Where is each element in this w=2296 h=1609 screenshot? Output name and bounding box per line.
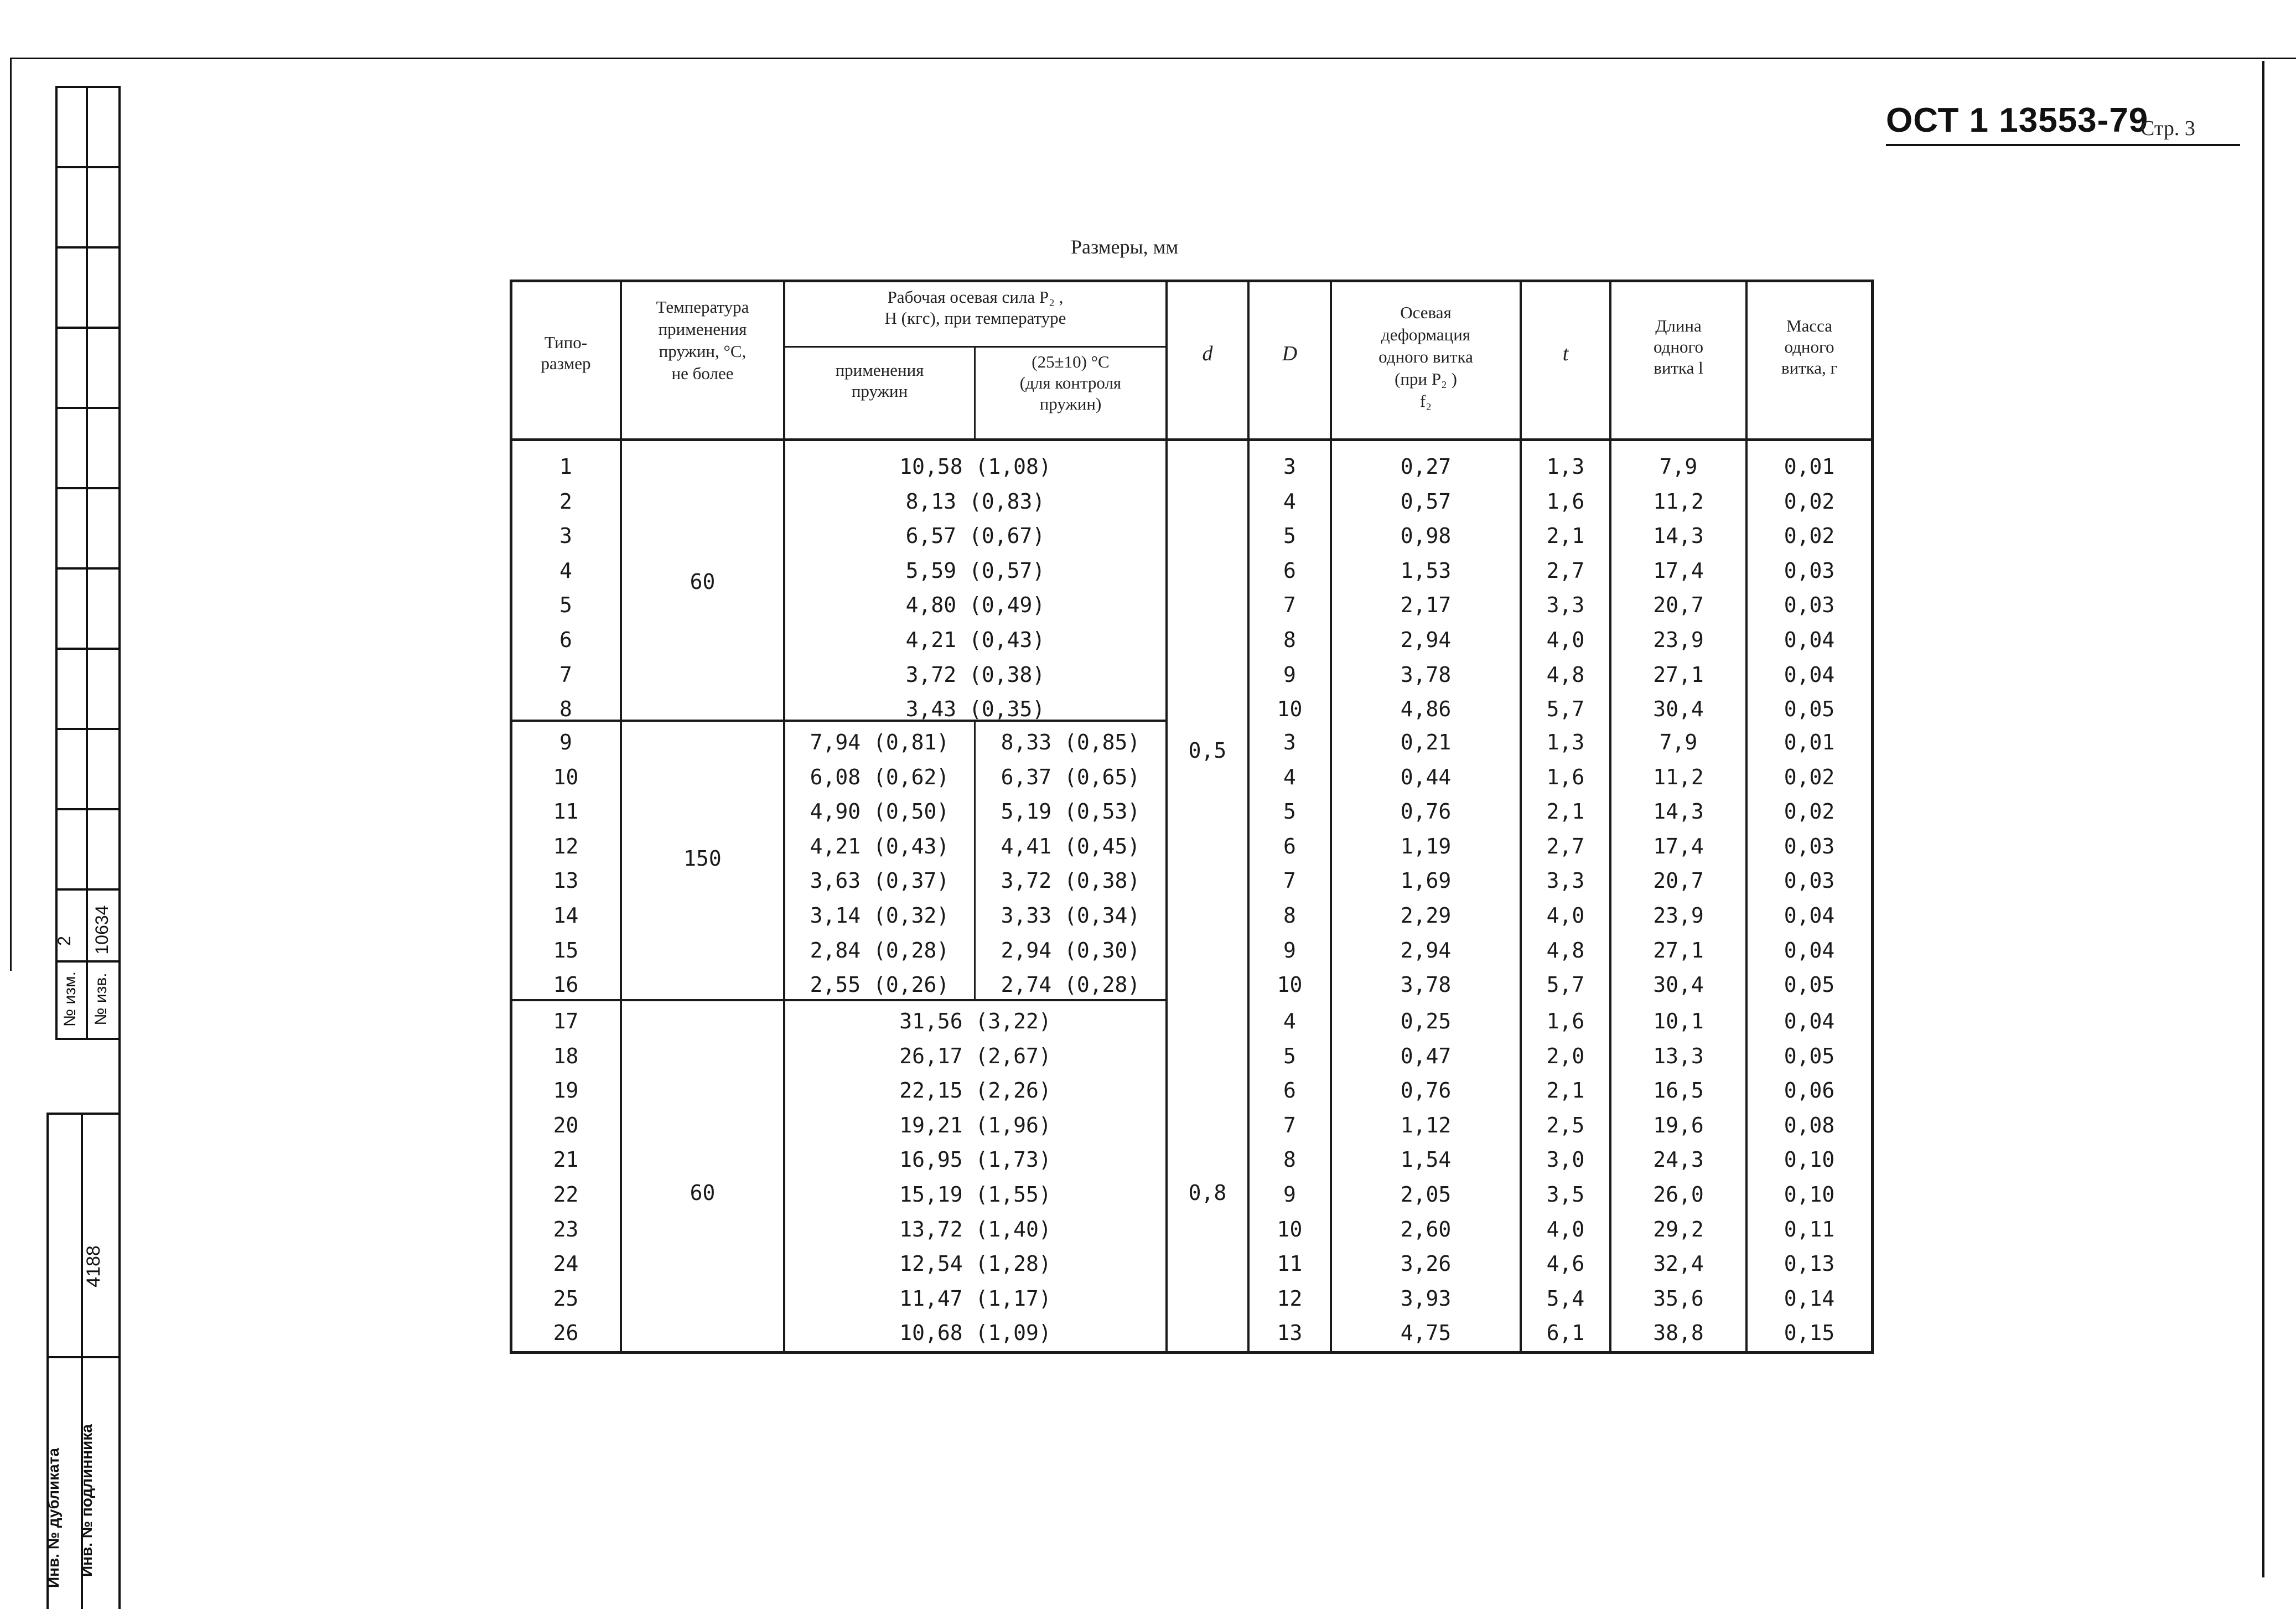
- cell-force: 12,54 (1,28): [899, 1251, 1051, 1276]
- cell-force: 22,15 (2,26): [899, 1078, 1051, 1103]
- cell-type-size: 9: [559, 730, 572, 754]
- cell-t: 2,1: [1546, 1078, 1585, 1103]
- cell-length: 30,4: [1653, 697, 1704, 722]
- col-force-group: Рабочая осевая сила P₂ , Н (кгс), при температуре: [884, 287, 1066, 328]
- cell-length: 27,1: [1653, 938, 1704, 963]
- cell-D: 6: [1283, 558, 1296, 583]
- cell-mass: 0,08: [1784, 1113, 1835, 1137]
- cell-deformation: 0,57: [1400, 489, 1452, 514]
- change-number-label: № изм.: [61, 971, 79, 1027]
- cell-mass: 0,05: [1784, 972, 1835, 997]
- cell-D: 4: [1283, 1009, 1296, 1033]
- cell-t: 1,6: [1546, 489, 1585, 514]
- col-deformation: Осевая деформация одного витка (при P₂ ) f₂: [1378, 303, 1473, 411]
- cell-length: 17,4: [1653, 834, 1704, 858]
- cell-type-size: 17: [553, 1009, 579, 1033]
- cell-mass: 0,02: [1784, 524, 1835, 549]
- cell-type-size: 11: [553, 799, 579, 824]
- cell-D: 3: [1283, 454, 1296, 479]
- cell-length: 24,3: [1653, 1147, 1704, 1172]
- cell-length: 13,3: [1653, 1043, 1704, 1068]
- cell-force-application: 4,21 (0,43): [810, 834, 950, 858]
- cell-D: 9: [1283, 938, 1296, 963]
- page-label: Стр. 3: [2140, 117, 2195, 140]
- cell-type-size: 18: [553, 1043, 579, 1068]
- cell-length: 7,9: [1659, 454, 1698, 479]
- cell-force: 8,13 (0,83): [905, 489, 1045, 514]
- cell-force-control: 2,94 (0,30): [1001, 938, 1141, 963]
- cell-force-application: 4,90 (0,50): [810, 799, 950, 824]
- cell-force: 19,21 (1,96): [899, 1113, 1051, 1137]
- col-length: Длина одного витка l: [1654, 316, 1703, 377]
- cell-deformation: 0,76: [1400, 1078, 1452, 1103]
- cell-deformation: 1,53: [1400, 558, 1452, 583]
- cell-force: 13,72 (1,40): [899, 1217, 1051, 1241]
- cell-t: 4,0: [1546, 903, 1585, 928]
- cell-t: 5,7: [1546, 697, 1585, 722]
- cell-D: 10: [1277, 1217, 1303, 1241]
- cell-t: 1,3: [1546, 454, 1585, 479]
- cell-force: 4,21 (0,43): [905, 628, 1045, 652]
- cell-mass: 0,03: [1784, 834, 1835, 858]
- cell-type-size: 1: [559, 454, 572, 479]
- cell-type-size: 10: [553, 764, 579, 789]
- temperature-group-3: 60: [690, 1181, 716, 1205]
- cell-force: 10,58 (1,08): [899, 454, 1051, 479]
- cell-t: 4,8: [1546, 662, 1585, 687]
- cell-mass: 0,04: [1784, 1009, 1835, 1033]
- cell-deformation: 3,78: [1400, 662, 1452, 687]
- document-number: ОСТ 1 13553-79: [1886, 101, 2149, 139]
- cell-D: 10: [1277, 697, 1303, 722]
- cell-force: 10,68 (1,09): [899, 1321, 1051, 1346]
- cell-D: 5: [1283, 799, 1296, 824]
- cell-deformation: 1,54: [1400, 1147, 1452, 1172]
- cell-mass: 0,04: [1784, 903, 1835, 928]
- cell-length: 17,4: [1653, 558, 1704, 583]
- cell-type-size: 4: [559, 558, 572, 583]
- cell-length: 11,2: [1653, 764, 1704, 789]
- cell-mass: 0,10: [1784, 1182, 1835, 1207]
- cell-D: 7: [1283, 1113, 1296, 1137]
- col-t: t: [1562, 342, 1569, 365]
- cell-force-application: 2,84 (0,28): [810, 938, 950, 963]
- table-caption: Размеры, мм: [1071, 236, 1179, 258]
- cell-force: 11,47 (1,17): [899, 1286, 1051, 1311]
- cell-D: 8: [1283, 1147, 1296, 1172]
- cell-deformation: 0,76: [1400, 799, 1452, 824]
- cell-t: 2,5: [1546, 1113, 1585, 1137]
- cell-length: 27,1: [1653, 662, 1704, 687]
- cell-mass: 0,03: [1784, 593, 1835, 618]
- cell-mass: 0,02: [1784, 489, 1835, 514]
- cell-type-size: 3: [559, 524, 572, 549]
- cell-deformation: 1,19: [1400, 834, 1452, 858]
- cell-length: 32,4: [1653, 1251, 1704, 1276]
- cell-force-application: 3,63 (0,37): [810, 868, 950, 893]
- cell-type-size: 20: [553, 1113, 579, 1137]
- cell-length: 16,5: [1653, 1078, 1704, 1103]
- cell-mass: 0,05: [1784, 697, 1835, 722]
- cell-D: 8: [1283, 903, 1296, 928]
- cell-deformation: 0,25: [1400, 1009, 1452, 1033]
- cell-mass: 0,13: [1784, 1251, 1835, 1276]
- cell-t: 3,3: [1546, 593, 1585, 618]
- cell-type-size: 15: [553, 938, 579, 963]
- cell-length: 19,6: [1653, 1113, 1704, 1137]
- cell-force: 15,19 (1,55): [899, 1182, 1051, 1207]
- cell-type-size: 23: [553, 1217, 579, 1241]
- cell-D: 5: [1283, 524, 1296, 549]
- cell-force-control: 3,33 (0,34): [1001, 903, 1141, 928]
- cell-deformation: 0,47: [1400, 1043, 1452, 1068]
- cell-type-size: 5: [559, 593, 572, 618]
- cell-deformation: 3,26: [1400, 1251, 1452, 1276]
- col-force-application: применения пружин: [835, 360, 924, 401]
- cell-length: 26,0: [1653, 1182, 1704, 1207]
- cell-t: 3,5: [1546, 1182, 1585, 1207]
- cell-mass: 0,10: [1784, 1147, 1835, 1172]
- cell-deformation: 0,98: [1400, 524, 1452, 549]
- cell-type-size: 24: [553, 1251, 579, 1276]
- cell-deformation: 2,94: [1400, 628, 1452, 652]
- cell-t: 5,4: [1546, 1286, 1585, 1311]
- cell-t: 3,0: [1546, 1147, 1585, 1172]
- col-mass: Масса одного витка, г: [1781, 316, 1838, 377]
- cell-t: 4,8: [1546, 938, 1585, 963]
- temperature-group-2: 150: [683, 846, 722, 871]
- cell-D: 7: [1283, 593, 1296, 618]
- col-type-size: Типо- размер: [541, 333, 591, 373]
- cell-mass: 0,04: [1784, 662, 1835, 687]
- cell-D: 5: [1283, 1043, 1296, 1068]
- cell-t: 2,7: [1546, 834, 1585, 858]
- cell-length: 11,2: [1653, 489, 1704, 514]
- cell-deformation: 4,75: [1400, 1321, 1452, 1346]
- cell-type-size: 8: [559, 697, 572, 722]
- cell-force-control: 5,19 (0,53): [1001, 799, 1141, 824]
- cell-length: 14,3: [1653, 524, 1704, 549]
- cell-force-application: 2,55 (0,26): [810, 972, 950, 997]
- cell-mass: 0,15: [1784, 1321, 1835, 1346]
- cell-t: 4,0: [1546, 628, 1585, 652]
- cell-t: 1,6: [1546, 1009, 1585, 1033]
- cell-mass: 0,11: [1784, 1217, 1835, 1241]
- cell-length: 38,8: [1653, 1321, 1704, 1346]
- cell-length: 20,7: [1653, 593, 1704, 618]
- cell-deformation: 2,60: [1400, 1217, 1452, 1241]
- cell-deformation: 4,86: [1400, 697, 1452, 722]
- cell-mass: 0,02: [1784, 764, 1835, 789]
- notice-number-label: № изв.: [92, 972, 110, 1026]
- cell-mass: 0,04: [1784, 938, 1835, 963]
- cell-length: 29,2: [1653, 1217, 1704, 1241]
- cell-deformation: 1,12: [1400, 1113, 1452, 1137]
- cell-force-application: 6,08 (0,62): [810, 764, 950, 789]
- cell-deformation: 2,05: [1400, 1182, 1452, 1207]
- cell-type-size: 7: [559, 662, 572, 687]
- cell-mass: 0,05: [1784, 1043, 1835, 1068]
- cell-t: 1,3: [1546, 730, 1585, 754]
- cell-D: 9: [1283, 1182, 1296, 1207]
- cell-D: 10: [1277, 972, 1303, 997]
- cell-force-control: 2,74 (0,28): [1001, 972, 1141, 997]
- cell-force-control: 3,72 (0,38): [1001, 868, 1141, 893]
- cell-D: 6: [1283, 1078, 1296, 1103]
- cell-length: 30,4: [1653, 972, 1704, 997]
- cell-force: 3,43 (0,35): [905, 697, 1045, 722]
- cell-D: 13: [1277, 1321, 1303, 1346]
- cell-force: 16,95 (1,73): [899, 1147, 1051, 1172]
- cell-deformation: 1,69: [1400, 868, 1452, 893]
- cell-mass: 0,04: [1784, 628, 1835, 652]
- cell-force: 4,80 (0,49): [905, 593, 1045, 618]
- cell-t: 3,3: [1546, 868, 1585, 893]
- cell-t: 2,7: [1546, 558, 1585, 583]
- cell-force: 31,56 (3,22): [899, 1009, 1051, 1033]
- cell-length: 23,9: [1653, 903, 1704, 928]
- cell-deformation: 2,94: [1400, 938, 1452, 963]
- cell-mass: 0,01: [1784, 730, 1835, 754]
- cell-force-application: 3,14 (0,32): [810, 903, 950, 928]
- cell-type-size: 2: [559, 489, 572, 514]
- cell-length: 20,7: [1653, 868, 1704, 893]
- cell-mass: 0,03: [1784, 868, 1835, 893]
- cell-t: 5,7: [1546, 972, 1585, 997]
- cell-force: 26,17 (2,67): [899, 1043, 1051, 1068]
- cell-t: 2,0: [1546, 1043, 1585, 1068]
- cell-D: 11: [1277, 1251, 1303, 1276]
- cell-force-control: 8,33 (0,85): [1001, 730, 1141, 754]
- cell-D: 9: [1283, 662, 1296, 687]
- cell-length: 7,9: [1659, 730, 1698, 754]
- cell-t: 2,1: [1546, 799, 1585, 824]
- cell-mass: 0,06: [1784, 1078, 1835, 1103]
- cell-length: 35,6: [1653, 1286, 1704, 1311]
- cell-D: 4: [1283, 489, 1296, 514]
- cell-deformation: 3,93: [1400, 1286, 1452, 1311]
- cell-length: 23,9: [1653, 628, 1704, 652]
- temperature-group-1: 60: [690, 570, 716, 594]
- cell-mass: 0,14: [1784, 1286, 1835, 1311]
- cell-length: 10,1: [1653, 1009, 1704, 1033]
- cell-deformation: 3,78: [1400, 972, 1452, 997]
- cell-t: 2,1: [1546, 524, 1585, 549]
- inv-original-value: 4188: [83, 1245, 104, 1287]
- cell-force: 3,72 (0,38): [905, 662, 1045, 687]
- cell-force: 6,57 (0,67): [905, 524, 1045, 549]
- cell-force-control: 6,37 (0,65): [1001, 764, 1141, 789]
- cell-type-size: 16: [553, 972, 579, 997]
- wire-diameter-2: 0,8: [1188, 1181, 1227, 1205]
- cell-type-size: 13: [553, 868, 579, 893]
- cell-deformation: 0,21: [1400, 730, 1452, 754]
- cell-type-size: 22: [553, 1182, 579, 1207]
- cell-force: 5,59 (0,57): [905, 558, 1045, 583]
- cell-force-control: 4,41 (0,45): [1001, 834, 1141, 858]
- cell-type-size: 14: [553, 903, 579, 928]
- cell-D: 4: [1283, 764, 1296, 789]
- cell-t: 1,6: [1546, 764, 1585, 789]
- inv-duplicate-label: Инв. № дубликата: [45, 1448, 62, 1588]
- cell-D: 8: [1283, 628, 1296, 652]
- cell-mass: 0,02: [1784, 799, 1835, 824]
- cell-force-application: 7,94 (0,81): [810, 730, 950, 754]
- header-underline: [1886, 144, 2240, 146]
- col-temperature: Температура применения пружин, °C, не более: [656, 297, 749, 383]
- cell-deformation: 2,29: [1400, 903, 1452, 928]
- cell-mass: 0,03: [1784, 558, 1835, 583]
- cell-deformation: 0,44: [1400, 764, 1452, 789]
- wire-diameter-1: 0,5: [1188, 738, 1227, 763]
- cell-t: 4,0: [1546, 1217, 1585, 1241]
- notice-number-value: 10634: [92, 905, 112, 955]
- col-D: D: [1282, 342, 1298, 365]
- cell-D: 3: [1283, 730, 1296, 754]
- cell-type-size: 12: [553, 834, 579, 858]
- cell-t: 6,1: [1546, 1321, 1585, 1346]
- cell-D: 12: [1277, 1286, 1303, 1311]
- change-number-value: 2: [54, 936, 74, 946]
- cell-t: 4,6: [1546, 1251, 1585, 1276]
- cell-length: 14,3: [1653, 799, 1704, 824]
- col-force-control: (25±10) °C (для контроля пружин): [1019, 352, 1122, 413]
- cell-deformation: 2,17: [1400, 593, 1452, 618]
- cell-type-size: 19: [553, 1078, 579, 1103]
- cell-mass: 0,01: [1784, 454, 1835, 479]
- cell-deformation: 0,27: [1400, 454, 1452, 479]
- cell-type-size: 25: [553, 1286, 579, 1311]
- inv-original-label: Инв. № подлинника: [78, 1424, 95, 1577]
- cell-type-size: 6: [559, 628, 572, 652]
- cell-type-size: 26: [553, 1321, 579, 1346]
- cell-D: 6: [1283, 834, 1296, 858]
- col-d: d: [1202, 342, 1213, 365]
- cell-type-size: 21: [553, 1147, 579, 1172]
- cell-D: 7: [1283, 868, 1296, 893]
